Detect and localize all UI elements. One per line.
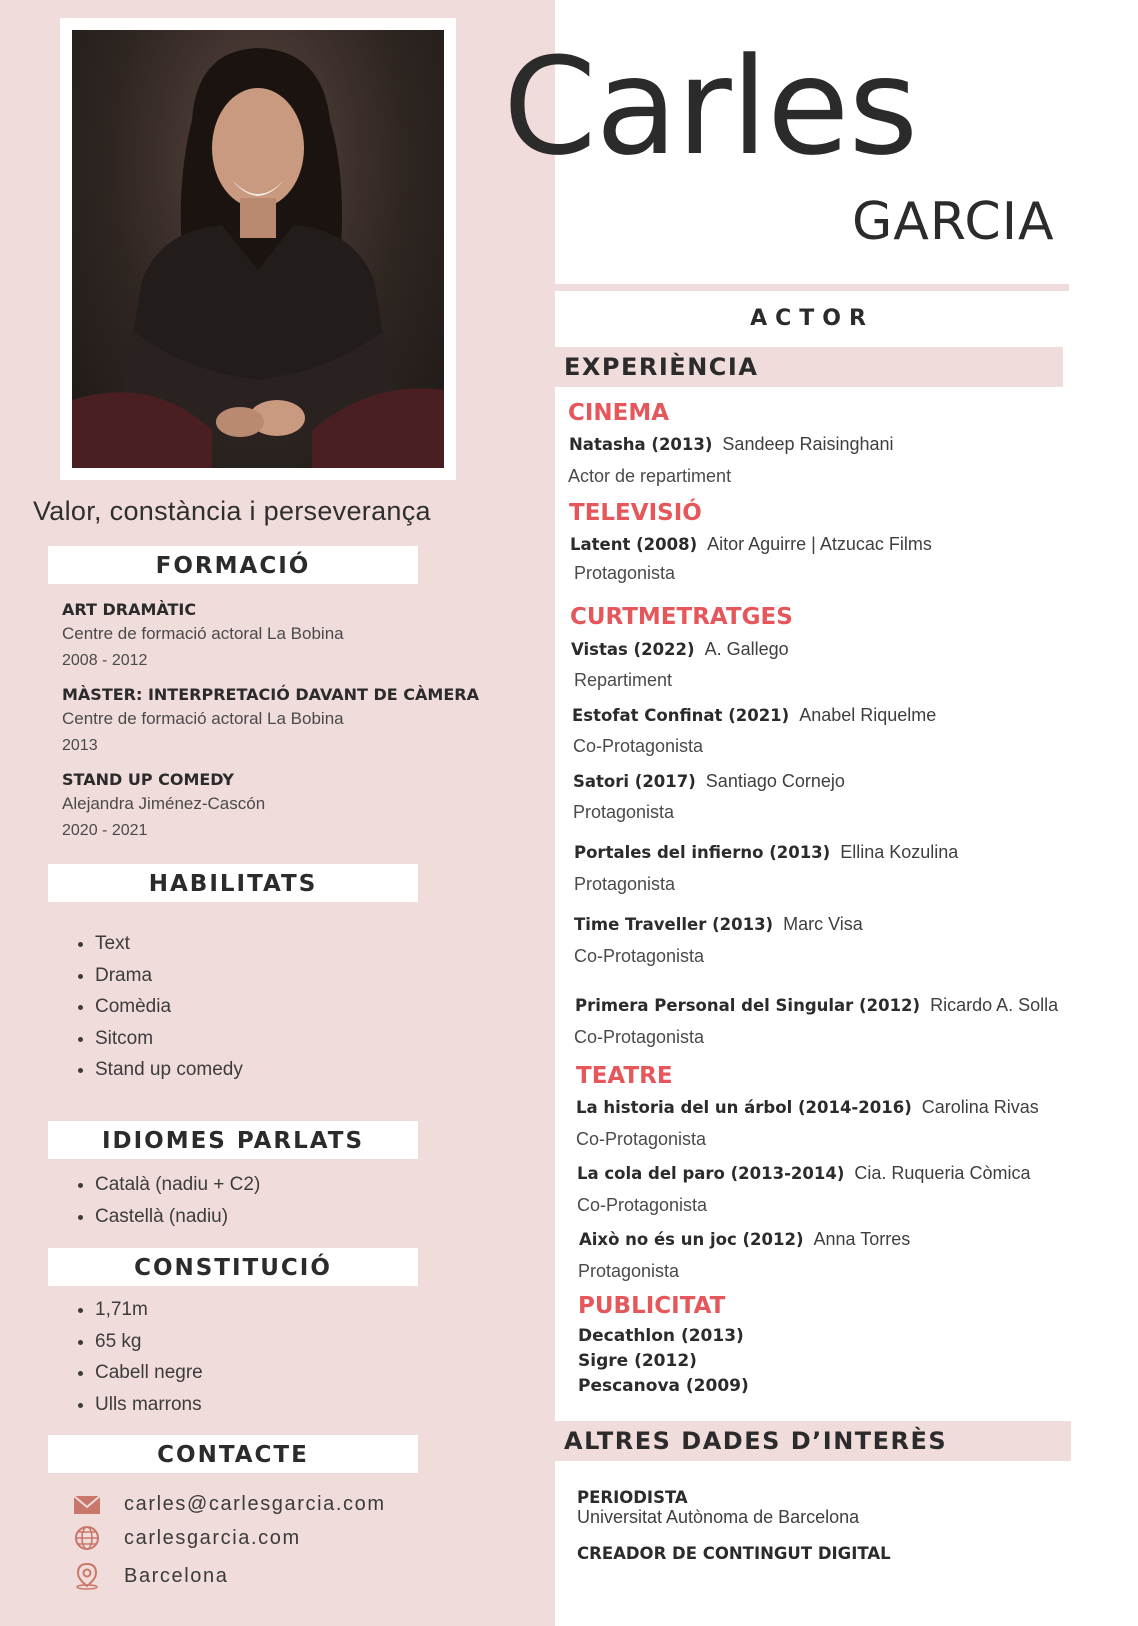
education-item: [62, 685, 479, 755]
category-curtmetratges: CURTMETRATGES: [570, 604, 793, 630]
credit-line: [574, 842, 958, 863]
credit-line: [577, 1163, 1030, 1184]
other-detail: Universitat Autònoma de Barcelona: [577, 1507, 860, 1527]
credit-title: Satori (2017): [573, 772, 696, 791]
contact-email[interactable]: [72, 1490, 386, 1518]
credit-title: Latent (2008): [570, 535, 698, 554]
education-title: MÀSTER: INTERPRETACIÓ DAVANT DE CÀMERA: [62, 685, 479, 704]
location-pin-icon: [72, 1562, 102, 1590]
credit-title: Estofat Confinat (2021): [572, 706, 790, 725]
credit-role: Repartiment: [574, 670, 673, 690]
web-text[interactable]: carlesgarcia.com: [124, 1526, 301, 1549]
list-item: Decathlon (2013): [578, 1326, 744, 1346]
list-item: • Sitcom: [95, 1023, 243, 1055]
list-item: Pescanova (2009): [578, 1376, 749, 1396]
credit-director: Marc Visa: [783, 914, 863, 934]
credit-title: Això no és un joc (2012): [579, 1230, 804, 1249]
other-item: [577, 1544, 891, 1563]
credit-director: Carolina Rivas: [921, 1097, 1039, 1117]
credit-line: [571, 639, 789, 660]
profile-photo: [72, 30, 444, 468]
credit-director: Ellina Kozulina: [840, 842, 959, 862]
other-item: [577, 1488, 859, 1528]
physical-list: [70, 1294, 203, 1420]
education-dates: 2020 - 2021: [62, 822, 148, 839]
list-item: • Cabell negre: [95, 1357, 203, 1389]
credit-line: [575, 995, 1058, 1016]
credit-title: Vistas (2022): [571, 640, 695, 659]
education-dates: 2008 - 2012: [62, 652, 148, 669]
list-item: • Ulls marrons: [95, 1389, 203, 1421]
category-teatre: TEATRE: [576, 1063, 673, 1089]
credit-director: Santiago Cornejo: [705, 771, 845, 791]
education-school: Centre de formació actoral La Bobina: [62, 624, 344, 643]
credit-director: Ricardo A. Solla: [930, 995, 1059, 1015]
credit-director: Anabel Riquelme: [799, 705, 937, 725]
credit-director: Cia. Ruqueria Còmica: [854, 1163, 1031, 1183]
other-title: PERIODISTA: [577, 1488, 688, 1507]
credit-role: Protagonista: [574, 874, 676, 894]
credit-role: Actor de repartiment: [568, 466, 732, 486]
globe-icon: [72, 1524, 102, 1552]
envelope-icon: [72, 1490, 102, 1518]
credit-role: Protagonista: [574, 563, 676, 583]
credit-director: Sandeep Raisinghani: [722, 434, 894, 454]
credit-director: Aitor Aguirre | Atzucac Films: [707, 534, 932, 554]
motto: Valor, constància i perseverança: [33, 496, 431, 526]
profile-photo-frame: [60, 18, 456, 480]
credit-role: Co-Protagonista: [574, 1027, 705, 1047]
credit-role: Protagonista: [578, 1261, 680, 1281]
constitucio-heading: CONSTITUCIÓ: [48, 1248, 418, 1286]
credit-title: La cola del paro (2013-2014): [577, 1164, 845, 1183]
education-school: Centre de formació actoral La Bobina: [62, 709, 344, 728]
credit-line: [570, 534, 932, 555]
credit-director: A. Gallego: [704, 639, 789, 659]
credit-title: Time Traveller (2013): [574, 915, 774, 934]
education-school: Alejandra Jiménez-Cascón: [62, 794, 266, 813]
contacte-heading: CONTACTE: [48, 1435, 418, 1473]
list-item: • Stand up comedy: [95, 1054, 243, 1086]
list-item: • Drama: [95, 960, 243, 992]
divider: [555, 284, 1069, 291]
education-title: ART DRAMÀTIC: [62, 600, 197, 619]
education-item: [62, 600, 344, 670]
habilitats-heading: HABILITATS: [48, 864, 418, 902]
altres-heading: ALTRES DADES D’INTERÈS: [555, 1421, 1071, 1461]
list-item: • Català (nadiu + C2): [95, 1169, 260, 1201]
city-text: Barcelona: [124, 1564, 229, 1587]
category-televisio: TELEVISIÓ: [569, 500, 702, 526]
list-item: • Text: [95, 928, 243, 960]
credit-role: Protagonista: [573, 802, 675, 822]
credit-line: [574, 914, 863, 935]
category-cinema: CINEMA: [568, 400, 670, 426]
contact-location: [72, 1562, 229, 1590]
last-name: GARCIA: [852, 192, 1055, 252]
education-item: [62, 770, 265, 840]
list-item: • 1,71m: [95, 1294, 203, 1326]
list-item: Sigre (2012): [578, 1351, 697, 1371]
category-publicitat: PUBLICITAT: [578, 1293, 726, 1319]
education-dates: 2013: [62, 737, 98, 754]
first-name: Carles: [503, 29, 918, 185]
credit-line: [573, 771, 845, 792]
advert-list: [578, 1324, 749, 1399]
email-text[interactable]: carles@carlesgarcia.com: [124, 1492, 386, 1515]
credit-director: Anna Torres: [813, 1229, 911, 1249]
credit-role: Co-Protagonista: [576, 1129, 707, 1149]
contact-web[interactable]: [72, 1524, 301, 1552]
credit-title: Portales del infierno (2013): [574, 843, 831, 862]
list-item: • Castellà (nadiu): [95, 1201, 260, 1233]
idiomes-heading: IDIOMES PARLATS: [48, 1121, 418, 1159]
credit-line: [569, 434, 894, 455]
credit-title: Natasha (2013): [569, 435, 713, 454]
experiencia-heading: EXPERIÈNCIA: [555, 347, 1063, 387]
list-item: • 65 kg: [95, 1326, 203, 1358]
credit-role: Co-Protagonista: [577, 1195, 708, 1215]
formacio-heading: FORMACIÓ: [48, 546, 418, 584]
list-item: • Comèdia: [95, 991, 243, 1023]
credit-line: [572, 705, 936, 726]
education-title: STAND UP COMEDY: [62, 770, 235, 789]
credit-role: Co-Protagonista: [573, 736, 704, 756]
other-title: CREADOR DE CONTINGUT DIGITAL: [577, 1544, 891, 1563]
credit-title: La historia del un árbol (2014-2016): [576, 1098, 912, 1117]
credit-line: [579, 1229, 910, 1250]
skills-list: [70, 928, 243, 1086]
languages-list: [70, 1169, 260, 1232]
role-title: ACTOR: [750, 306, 874, 331]
credit-title: Primera Personal del Singular (2012): [575, 996, 921, 1015]
credit-role: Co-Protagonista: [574, 946, 705, 966]
credit-line: [576, 1097, 1039, 1118]
portrait-illustration: [72, 30, 444, 468]
